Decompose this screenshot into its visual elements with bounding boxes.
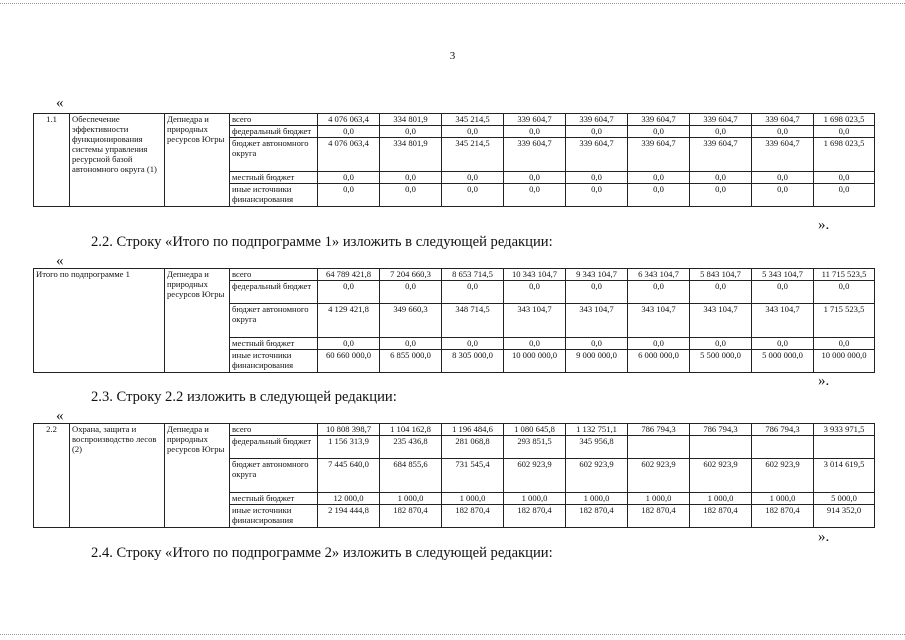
amount-cell: 4 076 063,4	[318, 138, 380, 172]
amount-cell: 0,0	[442, 172, 504, 184]
amount-cell: 334 801,9	[380, 138, 442, 172]
funding-source-cell: иные источники финансирования	[230, 350, 318, 373]
amount-cell: 1 196 484,6	[442, 424, 504, 436]
amount-cell: 1 000,0	[690, 493, 752, 505]
amount-cell: 1 080 645,8	[504, 424, 566, 436]
amount-cell: 345 214,5	[442, 114, 504, 126]
amount-cell: 10 000 000,0	[504, 350, 566, 373]
section-heading-2-4: 2.4. Строку «Итого по подпрограмме 2» изложить в следующей редакции:	[91, 545, 553, 561]
amount-cell: 0,0	[814, 281, 875, 304]
amount-cell: 0,0	[318, 184, 380, 207]
amount-cell: 343 104,7	[752, 304, 814, 338]
funding-source-cell: всего	[230, 114, 318, 126]
amount-cell: 5 843 104,7	[690, 269, 752, 281]
table-row	[34, 114, 875, 126]
amount-cell: 10 343 104,7	[504, 269, 566, 281]
amount-cell: 0,0	[380, 126, 442, 138]
close-quote-2: ».	[818, 373, 830, 389]
amount-cell: 345 214,5	[442, 138, 504, 172]
amount-cell: 1 698 023,5	[814, 138, 875, 172]
funding-source-cell: федеральный бюджет	[230, 281, 318, 304]
funding-source-cell: всего	[230, 424, 318, 436]
funding-source-cell: иные источники финансирования	[230, 505, 318, 528]
amount-cell: 293 851,5	[504, 436, 566, 459]
funding-source-cell: всего	[230, 269, 318, 281]
amount-cell: 4 129 421,8	[318, 304, 380, 338]
amount-cell: 339 604,7	[504, 138, 566, 172]
amount-cell: 339 604,7	[752, 114, 814, 126]
amount-cell: 339 604,7	[752, 138, 814, 172]
amount-cell: 0,0	[752, 126, 814, 138]
amount-cell: 2 194 444,8	[318, 505, 380, 528]
amount-cell: 0,0	[814, 126, 875, 138]
funding-source-cell: федеральный бюджет	[230, 126, 318, 138]
amount-cell: 0,0	[380, 281, 442, 304]
amount-cell: 602 923,9	[504, 459, 566, 493]
amount-cell: 0,0	[752, 172, 814, 184]
amount-cell: 0,0	[690, 126, 752, 138]
amount-cell: 0,0	[566, 172, 628, 184]
amount-cell: 0,0	[566, 184, 628, 207]
funding-source-cell: местный бюджет	[230, 493, 318, 505]
amount-cell: 339 604,7	[566, 114, 628, 126]
amount-cell: 6 855 000,0	[380, 350, 442, 373]
amount-cell: 334 801,9	[380, 114, 442, 126]
amount-cell: 0,0	[566, 281, 628, 304]
amount-cell	[752, 436, 814, 459]
amount-cell: 0,0	[318, 172, 380, 184]
amount-cell: 5 500 000,0	[690, 350, 752, 373]
scan-edge-bottom	[0, 634, 905, 635]
funding-source-cell: местный бюджет	[230, 338, 318, 350]
amount-cell: 1 156 313,9	[318, 436, 380, 459]
amount-cell: 5 000 000,0	[752, 350, 814, 373]
amount-cell: 339 604,7	[628, 138, 690, 172]
funding-source-cell: бюджет автономного округа	[230, 304, 318, 338]
amount-cell: 6 000 000,0	[628, 350, 690, 373]
amount-cell: 281 068,8	[442, 436, 504, 459]
amount-cell: 0,0	[566, 338, 628, 350]
amount-cell	[628, 436, 690, 459]
amount-cell: 0,0	[690, 281, 752, 304]
amount-cell: 5 343 104,7	[752, 269, 814, 281]
amount-cell: 10 000 000,0	[814, 350, 875, 373]
amount-cell: 1 000,0	[504, 493, 566, 505]
amount-cell: 1 000,0	[442, 493, 504, 505]
executor-cell: Депнедра и природных ресурсов Югры	[165, 114, 230, 207]
amount-cell	[814, 436, 875, 459]
amount-cell: 8 305 000,0	[442, 350, 504, 373]
amount-cell: 343 104,7	[566, 304, 628, 338]
amount-cell: 182 870,4	[752, 505, 814, 528]
program-name-cell: Охрана, защита и воспроизводство лесов (2)	[70, 424, 165, 528]
amount-cell: 1 715 523,5	[814, 304, 875, 338]
amount-cell: 0,0	[504, 172, 566, 184]
amount-cell: 0,0	[318, 126, 380, 138]
funding-source-cell: бюджет автономного округа	[230, 138, 318, 172]
amount-cell: 0,0	[504, 184, 566, 207]
amount-cell: 339 604,7	[690, 138, 752, 172]
amount-cell: 10 808 398,7	[318, 424, 380, 436]
row-code-cell: 2.2	[34, 424, 70, 528]
open-quote-2: «	[56, 253, 64, 269]
program-name-cell: Итого по подпрограмме 1	[34, 269, 165, 373]
amount-cell: 0,0	[504, 338, 566, 350]
amount-cell: 235 436,8	[380, 436, 442, 459]
executor-cell: Депнедра и природных ресурсов Югры	[165, 269, 230, 373]
amount-cell: 0,0	[628, 126, 690, 138]
amount-cell: 7 445 640,0	[318, 459, 380, 493]
amount-cell: 343 104,7	[504, 304, 566, 338]
section-heading-2-3: 2.3. Строку 2.2 изложить в следующей редакции:	[91, 389, 397, 405]
program-name-cell: Обеспечение эффективности функционирования системы управления ресурсной базой автономного округа (1)	[70, 114, 165, 207]
scan-edge-top	[0, 3, 905, 4]
amount-cell: 1 698 023,5	[814, 114, 875, 126]
amount-cell: 6 343 104,7	[628, 269, 690, 281]
funding-source-cell: федеральный бюджет	[230, 436, 318, 459]
amount-cell: 0,0	[752, 184, 814, 207]
amount-cell: 4 076 063,4	[318, 114, 380, 126]
budget-table-subprogram-1-total	[33, 268, 875, 373]
executor-cell: Депнедра и природных ресурсов Югры	[165, 424, 230, 528]
row-code-cell: 1.1	[34, 114, 70, 207]
budget-table-row-1-1	[33, 113, 875, 207]
amount-cell: 64 789 421,8	[318, 269, 380, 281]
funding-source-cell: местный бюджет	[230, 172, 318, 184]
amount-cell: 786 794,3	[752, 424, 814, 436]
amount-cell: 5 000,0	[814, 493, 875, 505]
amount-cell: 182 870,4	[690, 505, 752, 528]
amount-cell: 339 604,7	[504, 114, 566, 126]
amount-cell: 339 604,7	[628, 114, 690, 126]
close-quote-1: ».	[818, 217, 830, 233]
amount-cell: 9 343 104,7	[566, 269, 628, 281]
amount-cell: 339 604,7	[690, 114, 752, 126]
amount-cell: 1 000,0	[752, 493, 814, 505]
amount-cell: 343 104,7	[690, 304, 752, 338]
page-number: 3	[449, 50, 456, 62]
table-row	[34, 269, 875, 281]
open-quote-3: «	[56, 408, 64, 424]
amount-cell: 182 870,4	[442, 505, 504, 528]
amount-cell: 602 923,9	[566, 459, 628, 493]
amount-cell: 8 653 714,5	[442, 269, 504, 281]
amount-cell: 0,0	[628, 184, 690, 207]
amount-cell: 0,0	[752, 281, 814, 304]
amount-cell: 786 794,3	[628, 424, 690, 436]
amount-cell: 602 923,9	[628, 459, 690, 493]
amount-cell: 602 923,9	[690, 459, 752, 493]
amount-cell: 0,0	[504, 281, 566, 304]
amount-cell: 3 014 619,5	[814, 459, 875, 493]
amount-cell: 0,0	[814, 172, 875, 184]
amount-cell: 0,0	[690, 338, 752, 350]
amount-cell: 0,0	[752, 338, 814, 350]
amount-cell: 1 000,0	[380, 493, 442, 505]
amount-cell: 0,0	[628, 281, 690, 304]
open-quote-1: «	[56, 95, 64, 111]
amount-cell: 1 000,0	[628, 493, 690, 505]
amount-cell: 0,0	[566, 126, 628, 138]
amount-cell: 182 870,4	[504, 505, 566, 528]
amount-cell: 9 000 000,0	[566, 350, 628, 373]
amount-cell: 0,0	[318, 281, 380, 304]
amount-cell: 7 204 660,3	[380, 269, 442, 281]
amount-cell: 602 923,9	[752, 459, 814, 493]
amount-cell: 0,0	[380, 338, 442, 350]
amount-cell: 0,0	[442, 184, 504, 207]
amount-cell: 60 660 000,0	[318, 350, 380, 373]
amount-cell: 182 870,4	[628, 505, 690, 528]
amount-cell: 0,0	[380, 184, 442, 207]
funding-source-cell: иные источники финансирования	[230, 184, 318, 207]
amount-cell: 182 870,4	[380, 505, 442, 528]
amount-cell: 0,0	[504, 126, 566, 138]
amount-cell: 12 000,0	[318, 493, 380, 505]
amount-cell: 1 104 162,8	[380, 424, 442, 436]
amount-cell	[690, 436, 752, 459]
amount-cell: 0,0	[690, 172, 752, 184]
section-heading-2-2: 2.2. Строку «Итого по подпрограмме 1» изложить в следующей редакции:	[91, 234, 553, 250]
amount-cell: 0,0	[318, 338, 380, 350]
amount-cell: 0,0	[690, 184, 752, 207]
amount-cell: 0,0	[442, 338, 504, 350]
amount-cell: 786 794,3	[690, 424, 752, 436]
amount-cell: 0,0	[442, 281, 504, 304]
amount-cell: 0,0	[442, 126, 504, 138]
amount-cell: 3 933 971,5	[814, 424, 875, 436]
amount-cell: 0,0	[628, 338, 690, 350]
amount-cell: 684 855,6	[380, 459, 442, 493]
amount-cell: 0,0	[628, 172, 690, 184]
amount-cell: 349 660,3	[380, 304, 442, 338]
amount-cell: 182 870,4	[566, 505, 628, 528]
amount-cell: 0,0	[814, 184, 875, 207]
amount-cell: 731 545,4	[442, 459, 504, 493]
close-quote-3: ».	[818, 529, 830, 545]
amount-cell: 343 104,7	[628, 304, 690, 338]
amount-cell: 348 714,5	[442, 304, 504, 338]
budget-table-row-2-2	[33, 423, 875, 528]
amount-cell: 345 956,8	[566, 436, 628, 459]
amount-cell: 1 132 751,1	[566, 424, 628, 436]
amount-cell: 0,0	[814, 338, 875, 350]
table-row	[34, 424, 875, 436]
amount-cell: 914 352,0	[814, 505, 875, 528]
amount-cell: 339 604,7	[566, 138, 628, 172]
amount-cell: 11 715 523,5	[814, 269, 875, 281]
amount-cell: 1 000,0	[566, 493, 628, 505]
funding-source-cell: бюджет автономного округа	[230, 459, 318, 493]
amount-cell: 0,0	[380, 172, 442, 184]
